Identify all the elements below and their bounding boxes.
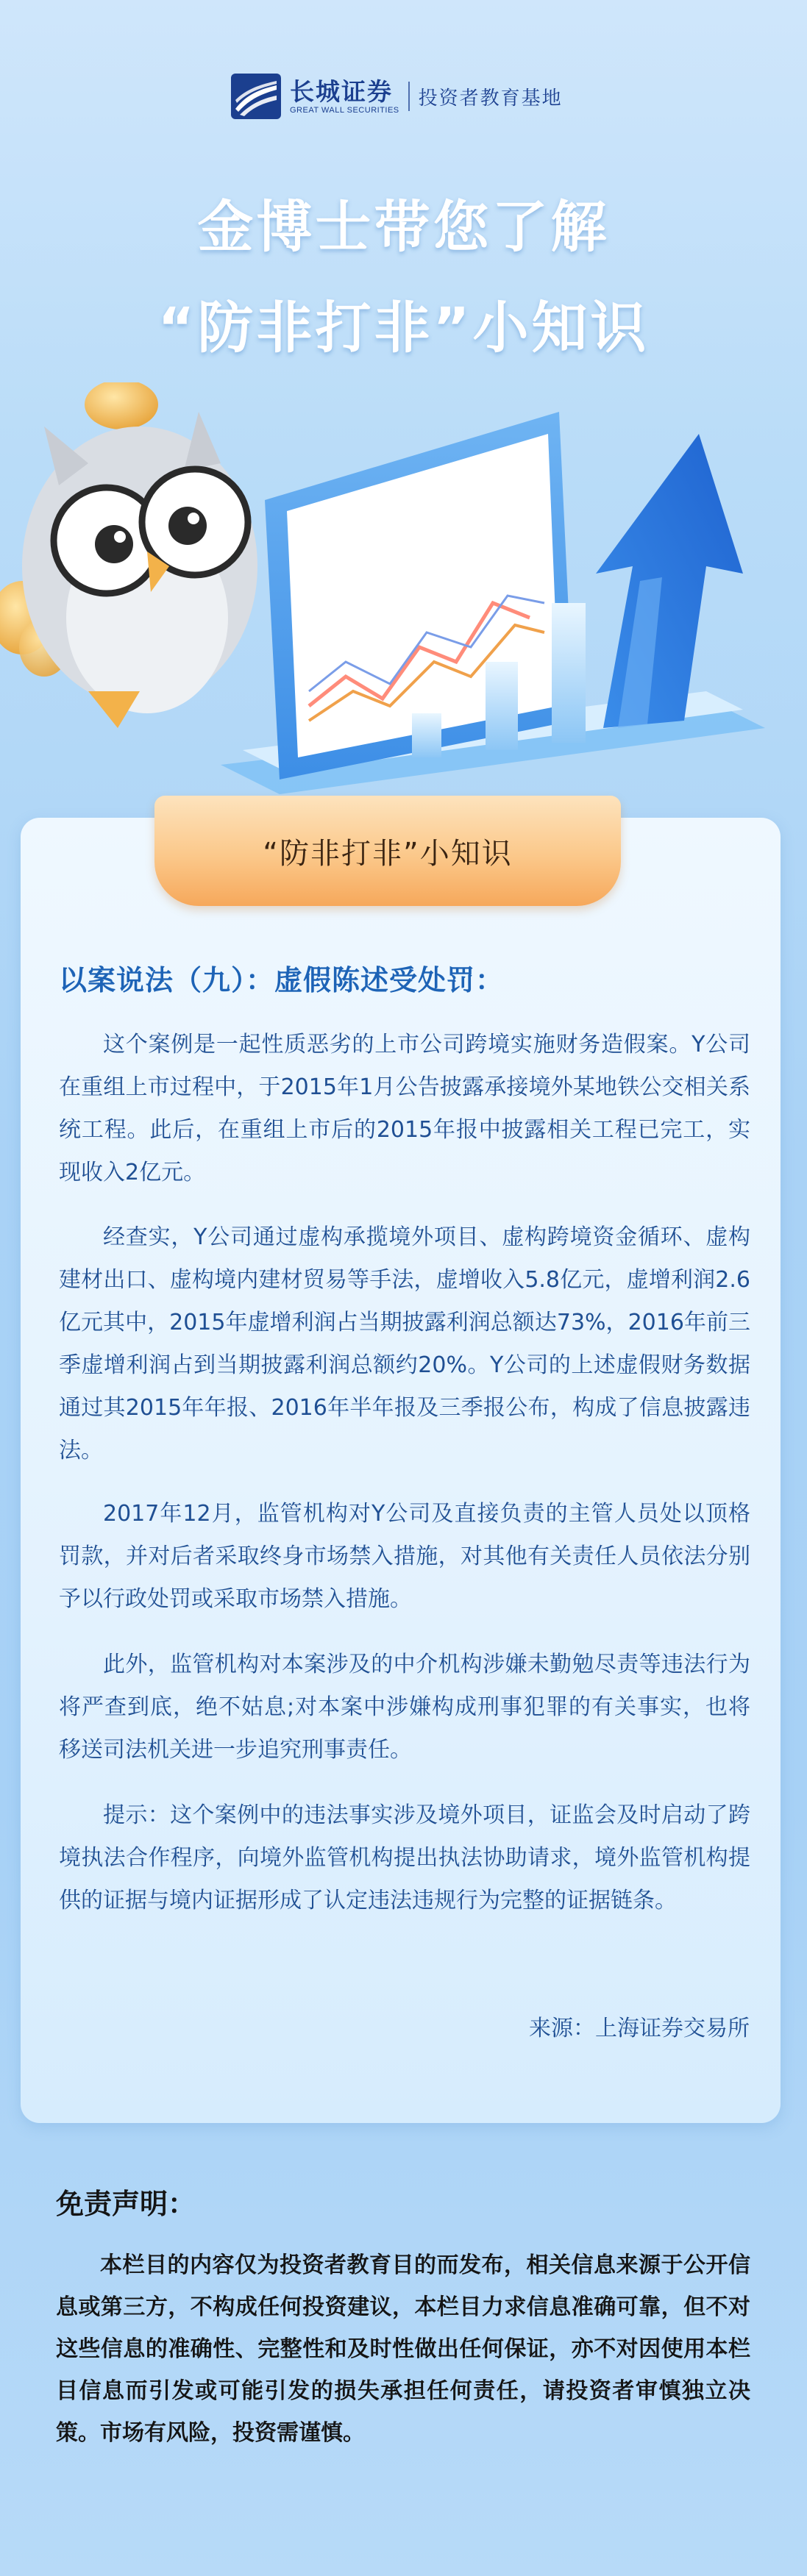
source-note: 来源：上海证券交易所 <box>529 2016 750 2041</box>
article-paragraph: 这个案例是一起性质恶劣的上市公司跨境实施财务造假案。Y公司在重组上市过程中，于2015年1月公告披露承接境外某地铁公交相关系统工程。此后，在重组上市后的2015年报中披露相关工程已完工，实现收入2亿元。 <box>59 1032 750 1185</box>
chart-screen-icon <box>265 412 586 779</box>
brand-english-name: GREAT WALL SECURITIES <box>290 106 399 115</box>
disclaimer-text: 本栏目的内容仅为投资者教育目的而发布，相关信息来源于公开信息或第三方，不构成任何投资建议，本栏目力求信息准确可靠，但不对这些信息的准确性、完整性和及时性做出任何保证，亦不对因使用本栏目信息而引发或可能引发的损失承担任何责任，请投资者审慎独立决策。市场有风险，投资需谨慎。 <box>56 2252 750 2446</box>
disclaimer-title: 免责声明： <box>56 2188 196 2220</box>
hero-illustration <box>0 382 807 824</box>
page-title-line1: 金博士带您了解 <box>197 194 610 260</box>
brand-wordmark <box>290 78 399 115</box>
brand-header <box>231 71 563 122</box>
article-paragraph: 此外，监管机构对本案涉及的中介机构涉嫌未勤勉尽责等违法行为将严查到底，绝不姑息;对本案中涉嫌构成刑事犯罪的有关事实，也将移送司法机关进一步追究刑事责任。 <box>59 1652 750 1763</box>
section-banner-label: “防非打非”小知识 <box>263 836 513 871</box>
section-banner <box>154 796 621 906</box>
great-wall-logo-icon <box>231 74 281 119</box>
case-title: 以案说法（九）：虚假陈述受处罚： <box>59 964 505 996</box>
brand-subtitle: 投资者教育基地 <box>418 87 563 110</box>
up-arrow-icon <box>596 434 743 728</box>
article-paragraph: 提示：这个案例中的违法事实涉及境外项目，证监会及时启动了跨境执法合作程序，向境外监管机构提出执法协助请求，境外监管机构提供的证据与境内证据形成了认定违法违规行为完整的证据链条。 <box>59 1802 750 1913</box>
owl-mascot-icon <box>22 412 257 728</box>
brand-name: 长城证券 <box>290 77 393 106</box>
brand-divider <box>408 82 410 111</box>
article-paragraph: 经查实，Y公司通过虚构承揽境外项目、虚构跨境资金循环、虚构建材出口、虚构境内建材贸易等手法，虚增收入5.8亿元，虚增利润2.6亿元其中，2015年虚增利润占当期披露利润总额达73%，2016年前三季虚增利润占到当期披露利润总额约20%。Y公司的上述虚假财务数据通过其2015年年报、2016年半年报及三季报公布，构成了信息披露违法。 <box>59 1224 750 1463</box>
page-title-line2: “防非打非”小知识 <box>157 295 650 360</box>
article-paragraph: 2017年12月，监管机构对Y公司及直接负责的主管人员处以顶格罚款，并对后者采取终身市场禁入措施，对其他有关责任人员依法分别予以行政处罚或采取市场禁入措施。 <box>59 1501 750 1612</box>
